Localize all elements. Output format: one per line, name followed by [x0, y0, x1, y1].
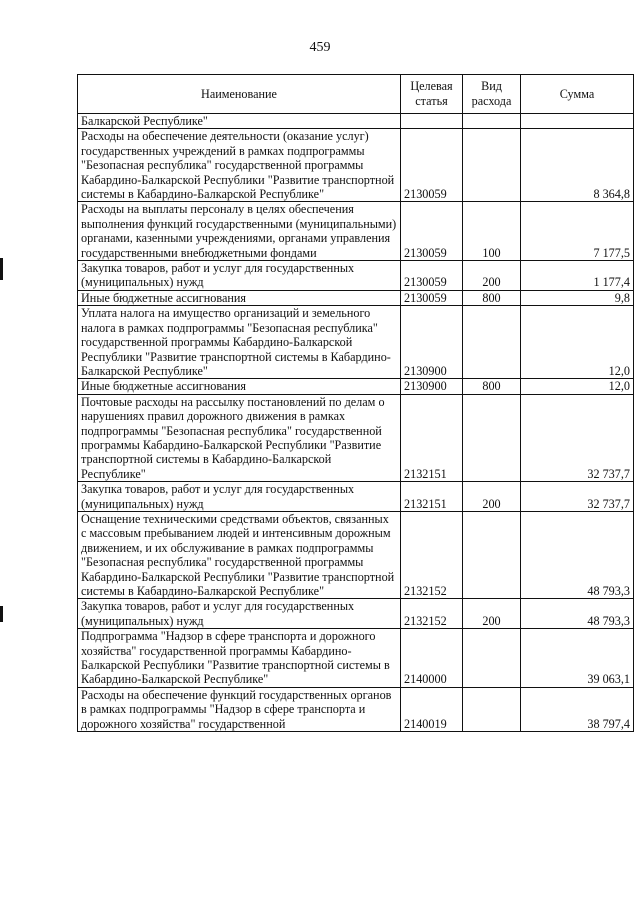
row-target-article: 2132152	[401, 511, 463, 598]
table-row	[78, 129, 634, 202]
scan-mark-bottom	[0, 606, 3, 622]
row-name: Оснащение техническими средствами объектов, связанных с массовым пребыванием людей и интенсивным дорожным движением, и их обслуживание в рамках подпрограммы "Безопасная республика" государственной программы Кабардино-Балкарской Республики "Развитие транспортной системы в Кабардино-Балкарской Республике"	[78, 511, 401, 598]
row-expense-kind: 200	[463, 482, 521, 512]
header-name: Наименование	[78, 75, 401, 114]
row-sum: 12,0	[521, 306, 634, 379]
row-sum: 39 063,1	[521, 629, 634, 688]
row-name: Закупка товаров, работ и услуг для государственных (муниципальных) нужд	[78, 599, 401, 629]
row-expense-kind	[463, 306, 521, 379]
row-sum: 7 177,5	[521, 202, 634, 261]
row-sum: 48 793,3	[521, 511, 634, 598]
row-name: Иные бюджетные ассигнования	[78, 379, 401, 394]
table-row	[78, 306, 634, 379]
row-name: Расходы на обеспечение деятельности (оказание услуг) государственных учреждений в рамках подпрограммы "Безопасная республика" государственной программы Кабардино-Балкарской Республики "Развитие транспортной системы в Кабардино-Балкарской Республике"	[78, 129, 401, 202]
row-target-article: 2130059	[401, 290, 463, 305]
header-target-article: Целевая статья	[401, 75, 463, 114]
row-expense-kind	[463, 114, 521, 129]
budget-table	[77, 74, 634, 732]
table-row	[78, 511, 634, 598]
row-sum: 9,8	[521, 290, 634, 305]
row-name: Закупка товаров, работ и услуг для государственных (муниципальных) нужд	[78, 482, 401, 512]
row-name: Закупка товаров, работ и услуг для государственных (муниципальных) нужд	[78, 261, 401, 291]
row-name: Уплата налога на имущество организаций и земельного налога в рамках подпрограммы "Безопасная республика" государственной программы Кабардино-Балкарской Республики "Развитие транспортной системы в Кабардино-Балкарской Республике"	[78, 306, 401, 379]
table-row	[78, 379, 634, 394]
row-expense-kind	[463, 629, 521, 688]
row-expense-kind	[463, 129, 521, 202]
row-sum: 32 737,7	[521, 394, 634, 481]
row-name: Иные бюджетные ассигнования	[78, 290, 401, 305]
row-target-article: 2140000	[401, 629, 463, 688]
row-expense-kind	[463, 687, 521, 731]
row-name: Почтовые расходы на рассылку постановлений по делам о нарушениях правил дорожного движения в рамках подпрограммы "Безопасная республика" государственной программы Кабардино-Балкарской Республики "Развитие транспортной системы в Кабардино-Балкарской Республике"	[78, 394, 401, 481]
row-target-article	[401, 114, 463, 129]
row-expense-kind	[463, 511, 521, 598]
scan-mark-top	[0, 258, 3, 280]
row-expense-kind: 100	[463, 202, 521, 261]
table-row	[78, 482, 634, 512]
table-row	[78, 629, 634, 688]
row-target-article: 2130900	[401, 379, 463, 394]
row-sum: 12,0	[521, 379, 634, 394]
header-expense-kind: Вид расхода	[463, 75, 521, 114]
row-target-article: 2130059	[401, 129, 463, 202]
row-name: Расходы на выплаты персоналу в целях обеспечения выполнения функций государственными (муниципальными) органами, казенными учреждениями, органами управления государственными внебюджетными фондами	[78, 202, 401, 261]
row-target-article: 2130059	[401, 202, 463, 261]
row-sum	[521, 114, 634, 129]
row-target-article: 2132151	[401, 482, 463, 512]
row-target-article: 2132152	[401, 599, 463, 629]
row-target-article: 2130900	[401, 306, 463, 379]
table-row	[78, 687, 634, 731]
header-sum: Сумма	[521, 75, 634, 114]
row-target-article: 2130059	[401, 261, 463, 291]
row-sum: 48 793,3	[521, 599, 634, 629]
row-expense-kind: 200	[463, 599, 521, 629]
table-row	[78, 261, 634, 291]
row-name: Балкарской Республике"	[78, 114, 401, 129]
row-sum: 8 364,8	[521, 129, 634, 202]
row-sum: 32 737,7	[521, 482, 634, 512]
row-expense-kind	[463, 394, 521, 481]
row-name: Расходы на обеспечение функций государственных органов в рамках подпрограммы "Надзор в сфере транспорта и дорожного хозяйства" государственной	[78, 687, 401, 731]
table-header-row	[78, 75, 634, 114]
table-row	[78, 599, 634, 629]
table-row	[78, 290, 634, 305]
table-body	[78, 114, 634, 732]
row-target-article: 2132151	[401, 394, 463, 481]
row-expense-kind: 800	[463, 379, 521, 394]
row-target-article: 2140019	[401, 687, 463, 731]
table-row	[78, 394, 634, 481]
row-name: Подпрограмма "Надзор в сфере транспорта и дорожного хозяйства" государственной программы Кабардино-Балкарской Республики "Развитие транспортной системы в Кабардино-Балкарской Республике"	[78, 629, 401, 688]
page-number: 459	[309, 40, 331, 55]
row-sum: 1 177,4	[521, 261, 634, 291]
row-expense-kind: 800	[463, 290, 521, 305]
row-expense-kind: 200	[463, 261, 521, 291]
row-sum: 38 797,4	[521, 687, 634, 731]
table-row	[78, 202, 634, 261]
table-row	[78, 114, 634, 129]
